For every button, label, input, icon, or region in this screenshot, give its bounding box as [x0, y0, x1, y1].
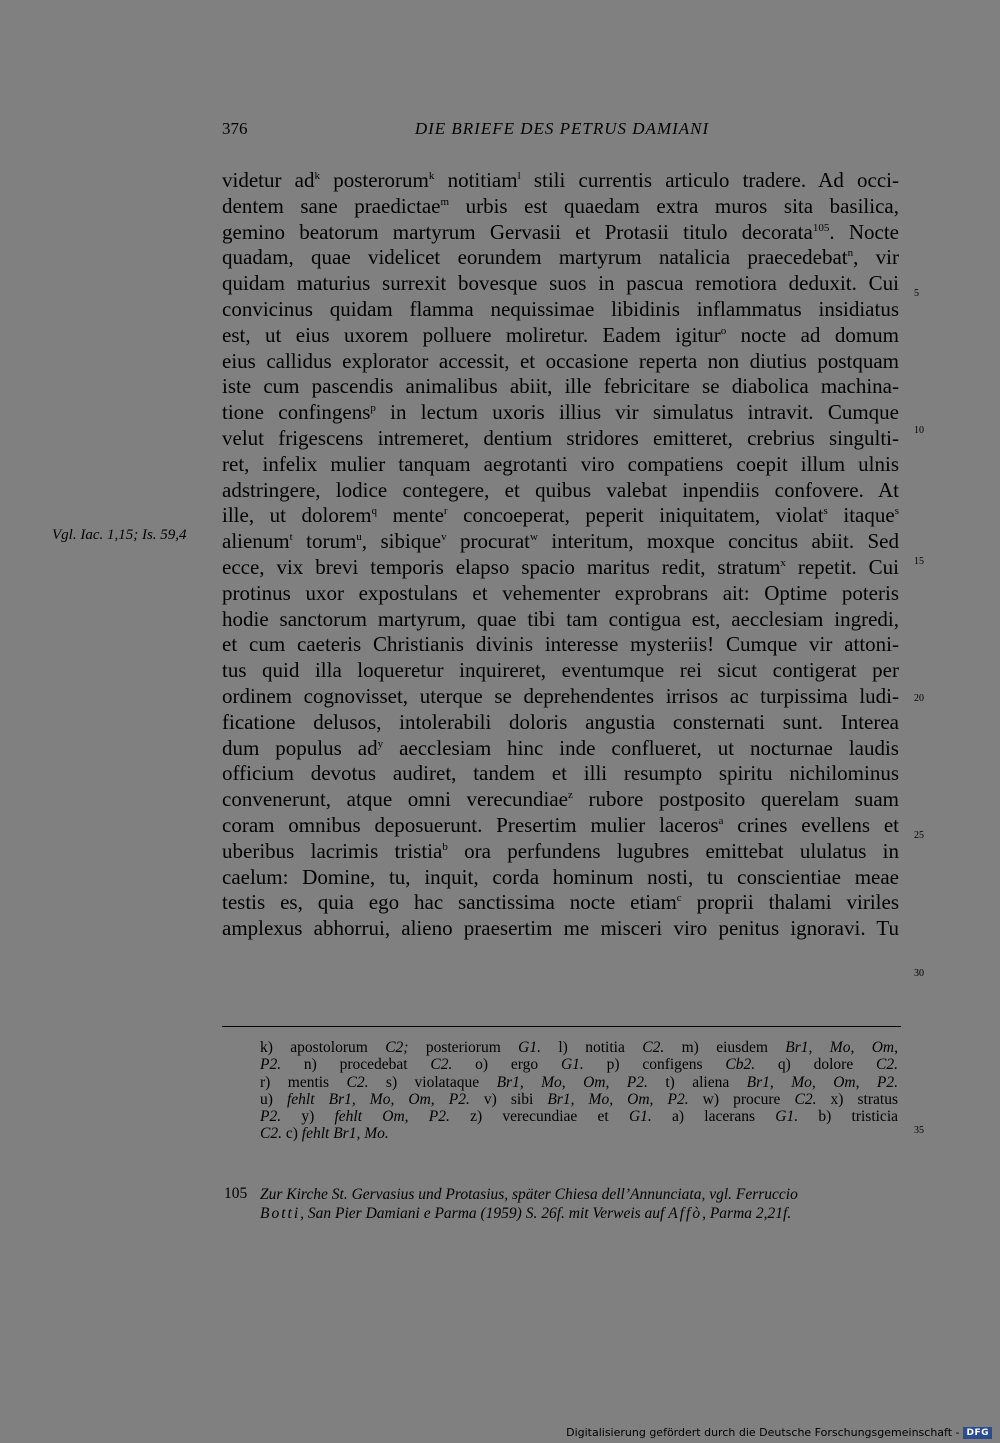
text-line: ecce, vix brevi temporis elapso spacio maritus redit, stratum$^x$ repetit. Cui — [222, 554, 900, 579]
line-number: 5 — [914, 288, 919, 299]
text-line: caelum: Domine, tu, inquit, corda hominum nosti, tu conscientiae meae — [222, 864, 899, 889]
text-line: eius callidus explorator accessit, et occasione reperta non diutius postquam — [222, 348, 899, 373]
text-line: ficatione delusos, intolerabili doloris angustia consternati sunt. Interea — [222, 709, 899, 734]
text-line: testis es, quia ego hac sanctissima nocte etiam$^c$ proprii thalami viriles — [222, 890, 900, 915]
critical-apparatus — [260, 1039, 898, 1143]
text-line: et cum caeteris Christianis divinis interesse mysteriis! Cumque vir attoni- — [222, 632, 899, 657]
text-line: videtur $ad^k$ posterorum$^k$ notitiam$^l$ stili currentis articulo tradere. Ad occi- — [222, 168, 899, 192]
apparatus-line: u) fehlt Br1, Mo, Om, P2. v) sibi Br1, Mo, Om, P2. w) procure C2. x) stratus — [260, 1090, 898, 1108]
text-line: ret, infelix mulier tanquam aegrotanti viro compatiens coepit illum ulnis — [222, 451, 899, 476]
text-line: dum populus $ad^y$ aecclesiam hinc inde conflueret, ut nocturnae laudis — [222, 735, 899, 760]
text-line: adstringere, lodice contegere, et quibus valebat inpendiis confovere. At — [222, 477, 899, 502]
text-line: uberibus lacrimis tristia$^b$ ora perfundens lugubres emittebat ululatus in — [222, 838, 899, 863]
line-number: 20 — [914, 693, 924, 704]
text-line: tione confingens$^p$ in lectum uxoris illius vir simulatus intravit. Cumque — [222, 400, 899, 425]
digitization-footer — [566, 1426, 992, 1439]
text-line: officium devotus audiret, tandem et illi resumpto spiritu nichilominus — [222, 761, 899, 786]
footnote — [224, 1185, 900, 1223]
text-line: gemino beatorum martyrum Gervasii et Protasii titulo decorata$^{105}$. Nocte — [222, 219, 899, 244]
apparatus-line: P2. n) procedebat C2. o) ergo G1. p) configens Cb2. q) dolore C2. — [260, 1056, 898, 1074]
text-line: protinus uxor expostulans et vehementer exprobrans ait: Optime poteris — [222, 580, 899, 605]
footer-text: Digitalisierung gefördert durch die Deutsche Forschungsgemeinschaft - — [566, 1426, 960, 1439]
line-number: 30 — [914, 968, 924, 979]
page-number: 376 — [222, 119, 248, 138]
text-line: amplexus abhorrui, alieno praesertim me misceri viro penitus ignoravi. Tu — [222, 916, 899, 941]
footnote-number: 105 — [224, 1185, 248, 1202]
text-line: ordinem cognovisset, uterque se deprehendentes irrisos ac turpissima ludi- — [222, 683, 899, 708]
text-line: velut frigescens intremeret, dentium stridores emitteret, crebrius singulti- — [222, 425, 899, 450]
text-line: convenerunt, atque omni verecundiae$^z$ rubore postposito querelam suam — [222, 787, 899, 812]
line-number: 35 — [914, 1125, 924, 1136]
footnote-line: Zur Kirche St. Gervasius und Protasius, später Chiesa dell’Annunciata, vgl. Ferruccio — [260, 1186, 798, 1203]
footnote-rule — [222, 1026, 901, 1027]
text-line: iste cum pascendis animalibus abiit, ille febricitare se diabolica machina- — [222, 374, 899, 399]
apparatus-line: k) apostolorum C2; posteriorum G1. l) notitia C2. m) eiusdem Br1, Mo, Om, — [260, 1039, 898, 1056]
main-text — [222, 168, 899, 942]
line-number: 10 — [914, 425, 924, 436]
margin-note: Vgl. Iac. 1,15; Is. 59,4 — [52, 527, 187, 543]
text-line: quidam maturius surrexit bovesque suos in pascua remotiora deduxit. Cui — [222, 271, 899, 296]
line-number: 15 — [914, 556, 924, 567]
text-line: est, ut eius uxorem polluere moliretur. Eadem igitur$^o$ nocte ad domum — [222, 322, 900, 347]
text-line: quadam, quae videlicet eorundem martyrum natalicia praecedebat$^n$, vir — [222, 245, 900, 270]
dfg-logo: DFG — [963, 1427, 992, 1439]
text-line: alienum$^t$ torum$^u$, sibique$^v$ procurat$^w$ interitum, moxque concitus abiit. Sed — [222, 529, 899, 554]
text-line: coram omnibus deposuerunt. Presertim mulier laceros$^a$ crines evellens et — [222, 812, 899, 837]
line-number: 25 — [914, 830, 924, 841]
text-line: tus quid illa loqueretur inquireret, eventumque rei sicut contigerat per — [222, 658, 899, 683]
text-line: convicinus quidam flamma nequissimae libidinis inflammatus insidiatus — [222, 296, 899, 321]
apparatus-line: C2. c) fehlt Br1, Mo. — [260, 1125, 389, 1143]
apparatus-line: r) mentis C2. s) violataque Br1, Mo, Om, P2. t) aliena Br1, Mo, Om, P2. — [260, 1073, 898, 1091]
apparatus-line: P2. y) fehlt Om, P2. z) verecundiae et G1. a) lacerans G1. b) tristicia — [260, 1108, 898, 1126]
text-line: ille, ut dolorem$^q$ mente$^r$ concoeperat, peperit iniquitatem, violat$^s$ itaque$^s$ — [222, 503, 899, 528]
running-title: DIE BRIEFE DES PETRUS DAMIANI — [414, 119, 710, 138]
footnote-line: Botti, San Pier Damiani e Parma (1959) S. 26f. mit Verweis auf Affò, Parma 2,21f. — [260, 1205, 792, 1222]
text-line: dentem sane praedictae$^m$ urbis est quaedam extra muros sita basilica, — [222, 193, 899, 218]
page-header — [222, 119, 902, 143]
text-line: hodie sanctorum martyrum, quae tibi tam contigua est, aecclesiam ingredi, — [222, 606, 899, 631]
